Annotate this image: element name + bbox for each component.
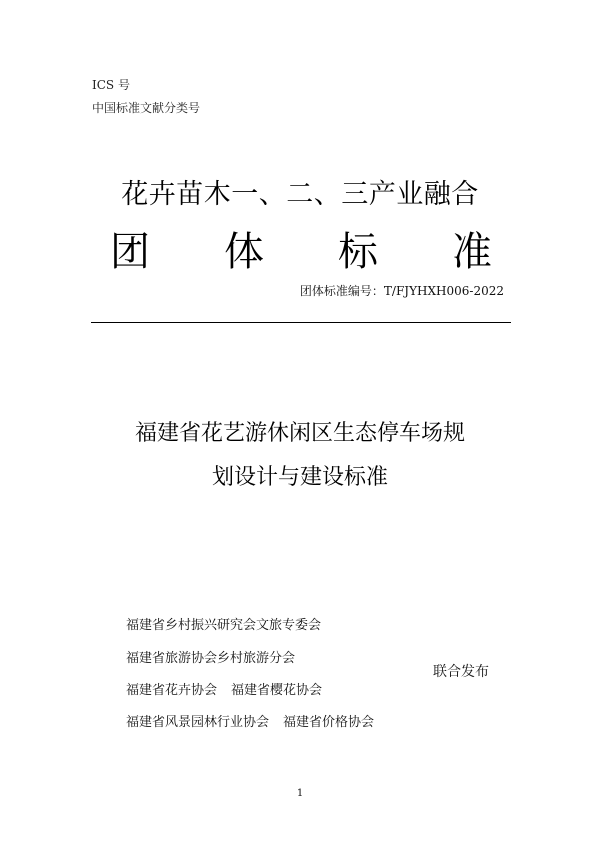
group-standard-heading xyxy=(96,220,506,277)
ics-number-label: ICS 号 xyxy=(92,78,130,92)
classification-number-label: 中国标准文献分类号 xyxy=(92,101,201,115)
page-number: 1 xyxy=(296,788,304,799)
publisher-org: 福建省乡村振兴研究会文旅专委会 xyxy=(126,618,322,633)
publisher-org-row xyxy=(126,679,322,698)
publisher-org: 福建省风景园林行业协会 xyxy=(126,715,270,730)
heading-char: 体 xyxy=(224,229,264,275)
industry-heading: 花卉苗木一、二、三产业融合 xyxy=(121,179,479,210)
publisher-org: 福建省旅游协会乡村旅游分会 xyxy=(126,651,296,666)
joint-release-label: 联合发布 xyxy=(433,664,489,680)
publisher-org: 福建省价格协会 xyxy=(283,715,375,730)
heading-char: 团 xyxy=(110,229,150,275)
heading-char: 标 xyxy=(338,229,378,275)
document-title-line2: 划设计与建设标准 xyxy=(211,465,388,490)
heading-char: 准 xyxy=(452,229,492,275)
divider-line xyxy=(91,322,511,323)
standard-code: 团体标准编号：T/FJYHXH006-2022 xyxy=(299,284,504,298)
publisher-org: 福建省花卉协会 xyxy=(126,683,218,698)
publisher-org-row xyxy=(126,711,374,730)
document-title-line1: 福建省花艺游休闲区生态停车场规 xyxy=(134,421,465,446)
publisher-org: 福建省樱花协会 xyxy=(231,683,323,698)
